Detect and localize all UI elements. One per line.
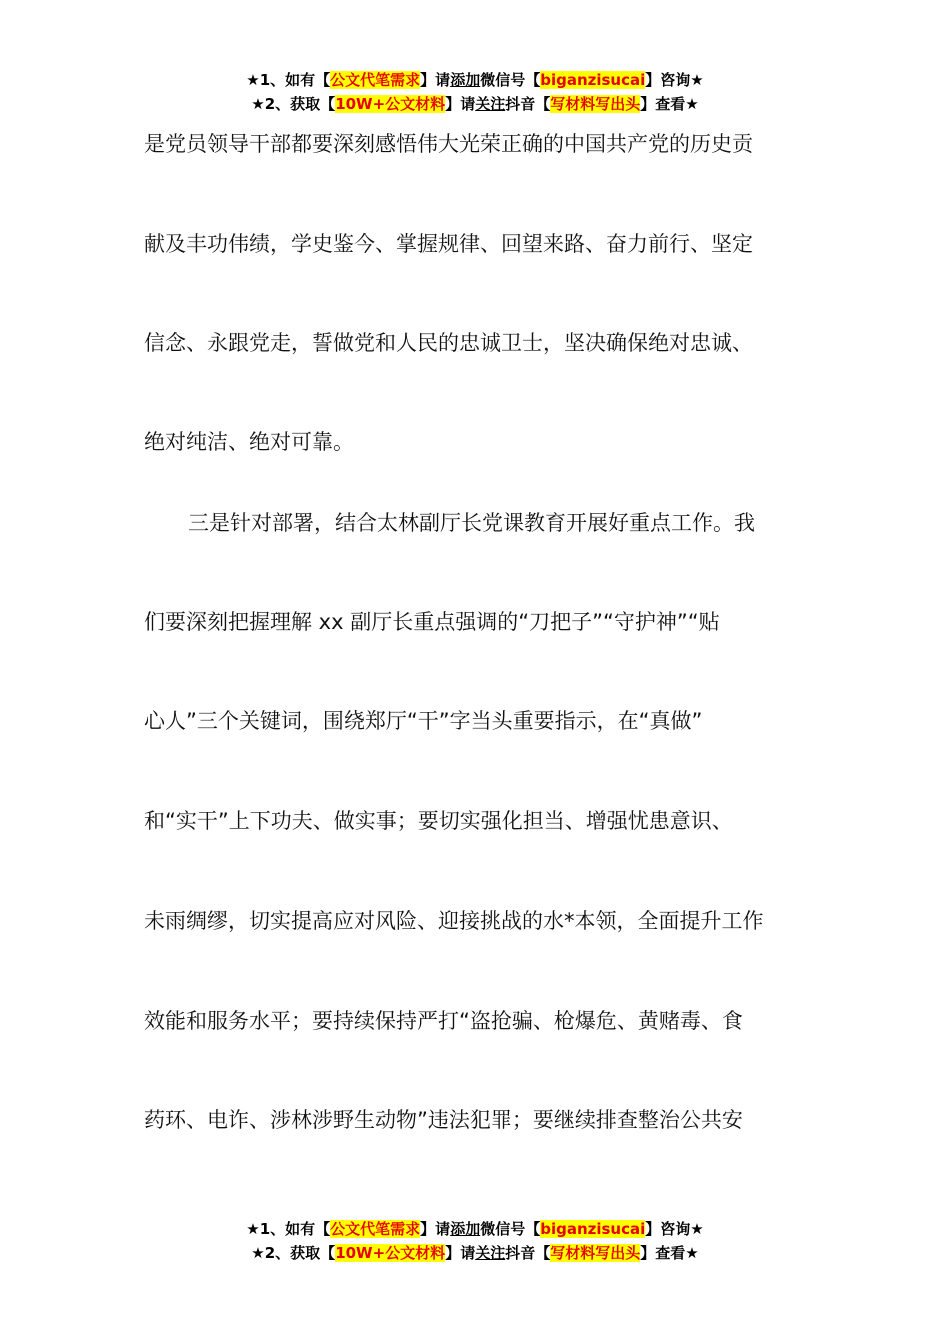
highlight-wechat-id: biganzisucai (540, 71, 646, 89)
highlight-service: 公文代笔需求 (330, 1220, 421, 1238)
highlight-douyin-account: 写材料写出头 (550, 95, 641, 113)
highlight-materials: 10W+公文材料 (335, 1244, 446, 1262)
footer-banner (0, 1217, 950, 1265)
body-line: 和“实干”上下功夫、做实事；要切实强化担当、增强忧患意识、 (144, 809, 733, 833)
body-line: 是党员领导干部都要深刻感悟伟大光荣正确的中国共产党的历史贡 (144, 132, 753, 156)
footer-line-2: ★2、获取【10W+公文材料】请关注抖音【写材料写出头】查看★ (251, 1244, 699, 1262)
highlight-douyin-account: 写材料写出头 (550, 1244, 641, 1262)
highlight-wechat-id: biganzisucai (540, 1220, 646, 1238)
highlight-service: 公文代笔需求 (330, 71, 421, 89)
body-line: 们要深刻把握理解 xx 副厅长重点强调的“刀把子”“守护神”“贴 (144, 610, 720, 634)
body-line: 信念、永跟党走，誓做党和人民的忠诚卫士，坚决确保绝对忠诚、 (144, 331, 753, 355)
paragraph-first-line: 三是针对部署，结合太林副厅长党课教育开展好重点工作。我 (188, 511, 755, 535)
body-line: 未雨绸缪，切实提高应对风险、迎接挑战的水*本领，全面提升工作 (144, 909, 764, 933)
body-line: 绝对纯洁、绝对可靠。 (144, 430, 354, 454)
body-line: 心人”三个关键词，围绕郑厅“干”字当头重要指示，在“真做” (144, 709, 703, 733)
body-line: 献及丰功伟绩，学史鉴今、掌握规律、回望来路、奋力前行、坚定 (144, 232, 753, 256)
body-line: 效能和服务水平；要持续保持严打“盗抢骗、枪爆危、黄赌毒、食 (144, 1009, 743, 1033)
header-line-1: ★1、如有【公文代笔需求】请添加微信号【biganzisucai】咨询★ (246, 71, 704, 89)
body-line: 药环、电诈、涉林涉野生动物”违法犯罪；要继续排查整治公共安 (144, 1108, 743, 1132)
header-line-2: ★2、获取【10W+公文材料】请关注抖音【写材料写出头】查看★ (251, 95, 699, 113)
footer-line-1: ★1、如有【公文代笔需求】请添加微信号【biganzisucai】咨询★ (246, 1220, 704, 1238)
header-banner (0, 68, 950, 116)
highlight-materials: 10W+公文材料 (335, 95, 446, 113)
